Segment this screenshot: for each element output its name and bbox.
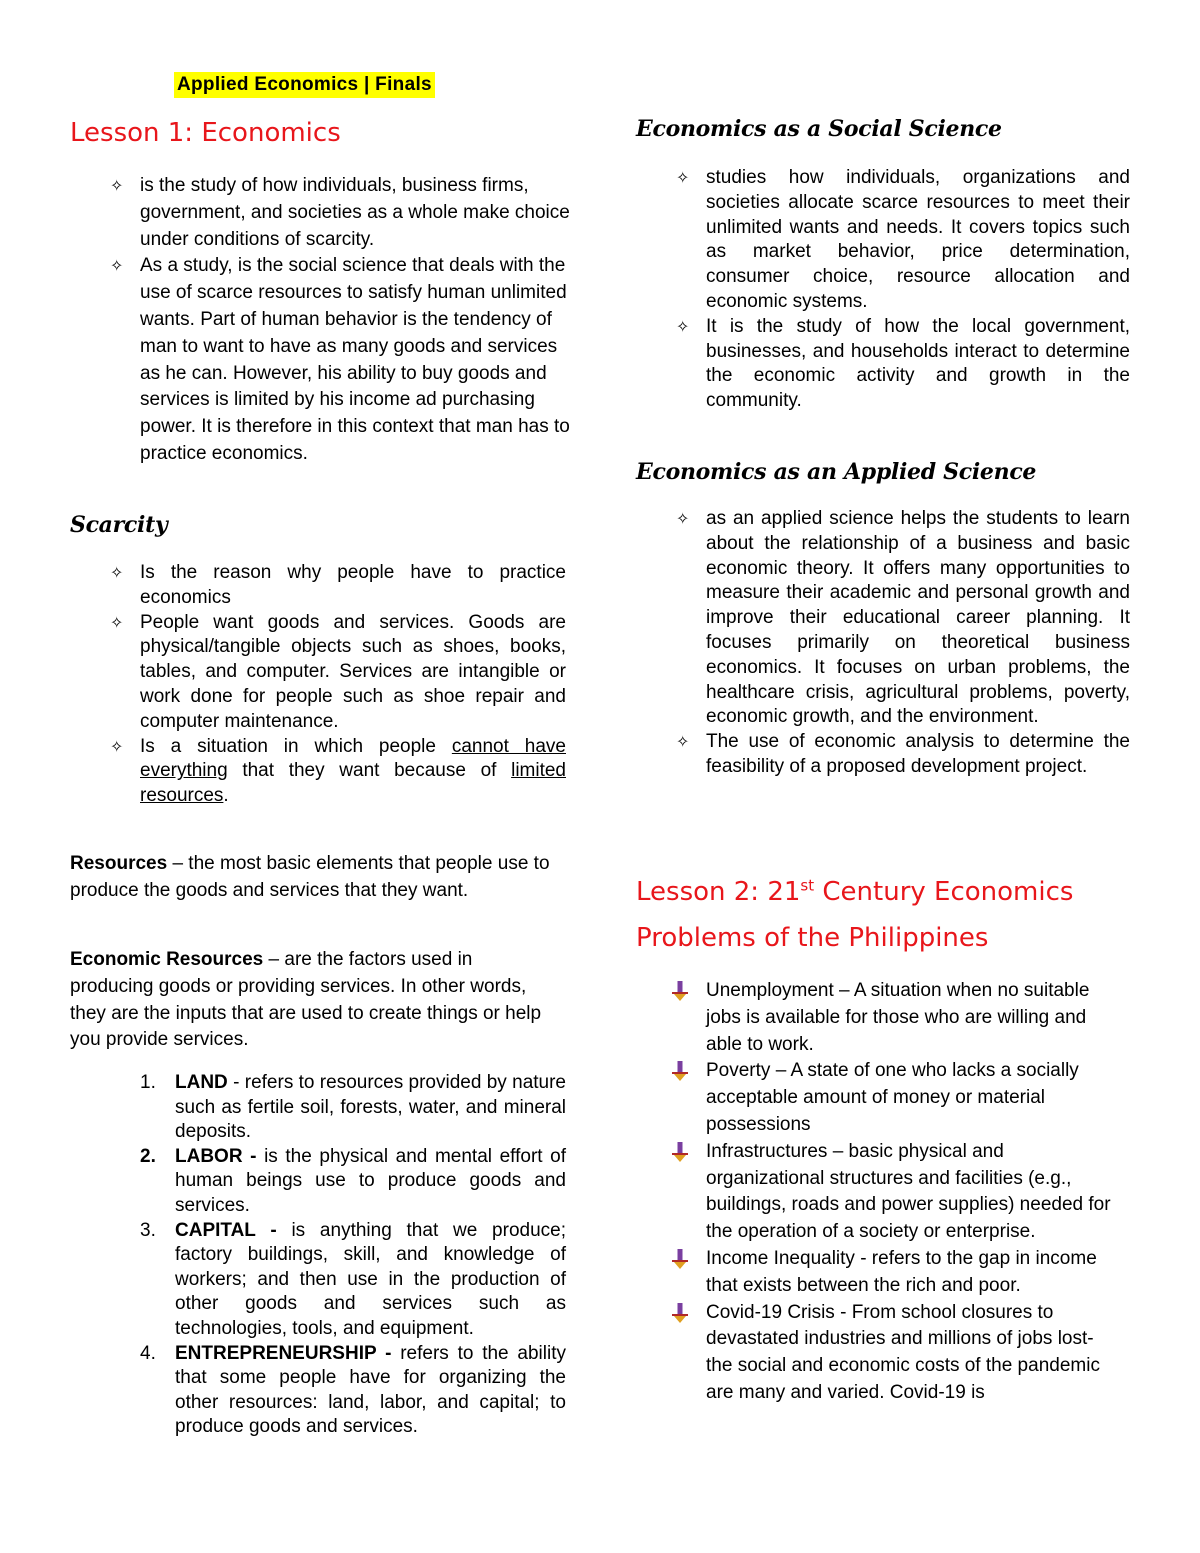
list-item: 1. LAND - refers to resources provided by nature such as fertile soil, forests, water, and mineral deposits. [140,1072,566,1143]
list-item: Covid-19 Crisis - From school closures to devastated industries and millions of jobs lost-the social and economic costs of the pandemic are many and varied. Covid-19 is [636,1300,1116,1407]
list-item: ✧ It is the study of how the local government, businesses, and households interact to determine the economic activity and growth in the community. [676,315,1130,412]
economic-resources-definition: Economic Resources – are the factors used in producing goods or providing services. In other words, they are the inputs that are used to create things or help you provide services. [70,949,542,1051]
list-item: ✧ People want goods and services. Goods are physical/tangible objects such as shoes, books, tables, and computer. Services are intangible or work done for people such as shoe repair and computer maintenance. [110,611,566,732]
diamond-star-icon: ✧ [676,509,690,528]
list-item: ✧ is the study of how individuals, business firms, government, and societies as a whole make choice under conditions of scarcity. [110,175,570,250]
scarcity-heading: Scarcity [70,512,168,538]
list-item: 4. ENTREPRENEURSHIP - refers to the ability that some people have for organizing the other resources: land, labor, and capital; to produce goods and services. [140,1342,566,1438]
list-item: Infrastructures – basic physical and organizational structures and facilities (e.g., buildings, roads and power supplies) needed for the operation of a society or enterprise. [636,1139,1116,1246]
social-science-heading: Economics as a Social Science [636,116,1002,142]
lesson1-bullets [70,173,570,468]
list-item: ✧ Is the reason why people have to practice economics [110,562,566,608]
page-title: Applied Economics | Finals [174,72,435,98]
scarcity-bullets [70,561,566,809]
list-item: Unemployment – A situation when no suitable jobs is available for those who are willing and able to work. [636,978,1116,1058]
arrow-down-icon [672,1303,688,1323]
list-item: ✧ as an applied science helps the students to learn about the relationship of a business and basic economic theory. It offers many opportunities to measure their academic and personal growth and improve their educational career planning. It focuses primarily on theoretical business economics. It focuses on urban problems, the healthcare crisis, agricultural problems, poverty, economic growth, and the environment. [676,508,1130,728]
list-item: 3. CAPITAL - is anything that we produce; factory buildings, skill, and knowledge of workers; and then use in the production of other goods and services such as technologies, tools, and equipment. [140,1219,566,1339]
lesson2-title: Lesson 2: 21st Century Economics [636,876,1074,907]
diamond-star-icon: ✧ [110,256,124,276]
arrow-down-icon [672,1061,688,1081]
diamond-star-icon: ✧ [110,736,124,756]
diamond-star-icon: ✧ [110,563,124,582]
applied-science-heading: Economics as an Applied Science [636,459,1037,485]
diamond-star-icon: ✧ [676,316,690,336]
list-item: ✧ The use of economic analysis to determine the feasibility of a proposed development project. [676,731,1130,777]
diamond-star-icon: ✧ [110,612,124,632]
arrow-down-icon [672,981,688,1001]
diamond-star-icon: ✧ [676,168,690,187]
resources-definition: Resources – the most basic elements that people use to produce the goods and services that they want. [70,853,550,901]
list-item: 2. LABOR - is the physical and mental effort of human beings use to produce goods and services. [140,1145,566,1216]
lesson1-title: Lesson 1: Economics [70,118,341,148]
diamond-star-icon: ✧ [676,732,690,752]
arrow-down-icon [672,1142,688,1162]
list-item: ✧ As a study, is the social science that deals with the use of scarce resources to satisfy human unlimited wants. Part of human behavior is the tendency of man to want to have as many goods and services as he can. However, his ability to buy goods and services is limited by his income ad purchasing power. It is therefore in this context that man has to practice economics. [110,255,570,464]
diamond-star-icon: ✧ [110,176,124,195]
social-science-bullets [636,166,1130,414]
list-item: ✧ studies how individuals, organizations and societies allocate scarce resources to meet their unlimited wants and needs. It covers topics such as market behavior, price determination, consumer choice, resource allocation and economic systems. [676,167,1130,312]
list-item: Poverty – A state of one who lacks a socially acceptable amount of money or material possessions [636,1058,1116,1138]
applied-science-bullets [636,507,1130,780]
problems-list [636,978,1116,1407]
list-item: Income Inequality - refers to the gap in income that exists between the rich and poor. [636,1246,1116,1300]
lesson2-subtitle: Problems of the Philippines [636,923,989,953]
economic-resources-list [70,1071,566,1440]
list-item: ✧ Is a situation in which people cannot have everything that they want because of limited resources. [110,735,566,807]
arrow-down-icon [672,1249,688,1269]
